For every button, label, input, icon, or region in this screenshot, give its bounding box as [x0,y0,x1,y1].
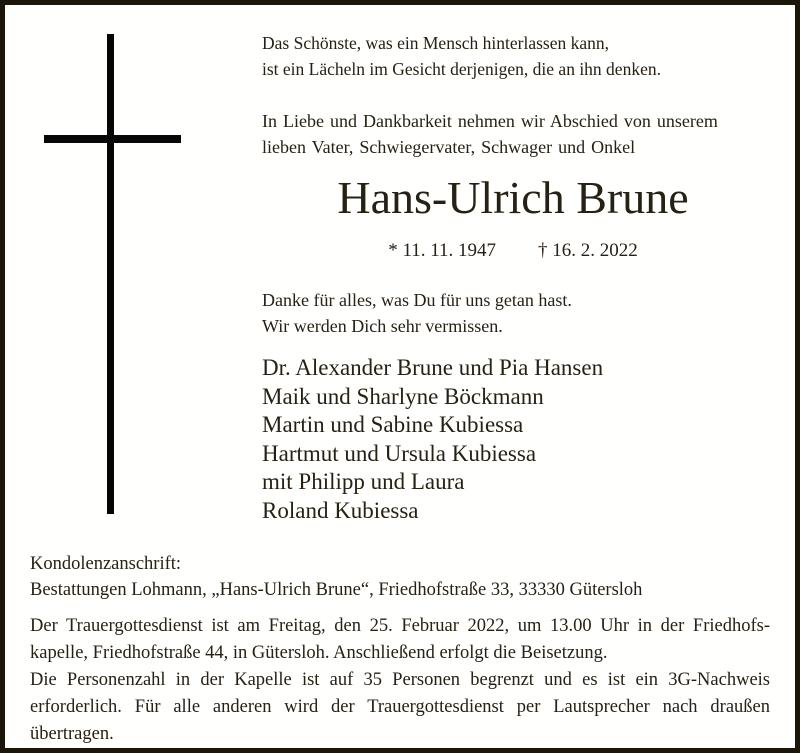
memorial-quote [262,30,764,82]
condolence-address: Bestattungen Lohmann, „Hans-Ulrich Brune“, Friedhofstraße 33, 33330 Gütersloh [30,580,643,600]
service-line: übertragen. [30,724,114,744]
intro-line: In Liebe und Dankbarkeit nehmen wir Abschied von unserem [262,111,718,131]
intro-line: lieben Vater, Schwiegervater, Schwager und Onkel [262,137,636,157]
service-line: erforderlich. Für alle anderen wird der Trauergottesdienst per Lautsprecher nach draußen [30,697,770,717]
mourner-name: Maik und Sharlyne Böckmann [262,383,544,409]
condolence-section [30,551,770,603]
farewell-line: Danke für alles, was Du für uns getan hast. [262,290,572,310]
deceased-name: Hans-Ulrich Brune [337,172,689,223]
service-announcement [30,613,770,748]
cross-horizontal-bar [44,135,181,143]
service-line: kapelle, Friedhofstraße 44, in Gütersloh. Anschließend erfolgt die Beisetzung. [30,643,608,663]
service-line: Der Trauergottesdienst ist am Freitag, den 25. Februar 2022, um 13.00 Uhr in der Friedhofs- [30,616,770,636]
farewell-line: Wir werden Dich sehr vermissen. [262,316,503,336]
life-dates [262,240,764,262]
mourner-name: Martin und Sabine Kubiessa [262,412,524,437]
farewell-message [262,287,764,339]
cross-vertical-bar [107,34,114,514]
mourners-list [262,354,764,525]
mourner-name: Hartmut und Ursula Kubiessa [262,440,537,466]
mourner-name: mit Philipp und Laura [262,469,465,494]
service-line: Die Personenzahl in der Kapelle ist auf 35 Personen begrenzt und es ist ein 3G-Nachweis [30,670,770,690]
mourner-name: Dr. Alexander Brune und Pia Hansen [262,355,604,380]
condolence-label: Kondolenzanschrift: [30,554,182,574]
death-date: † 16. 2. 2022 [538,240,638,261]
mourner-name: Roland Kubiessa [262,497,419,523]
quote-line: Das Schönste, was ein Mensch hinterlassen kann, [262,33,610,53]
birth-date: * 11. 11. 1947 [388,240,497,261]
quote-line: ist ein Lächeln im Gesicht derjenigen, die an ihn denken. [262,59,661,79]
farewell-intro [262,108,764,160]
